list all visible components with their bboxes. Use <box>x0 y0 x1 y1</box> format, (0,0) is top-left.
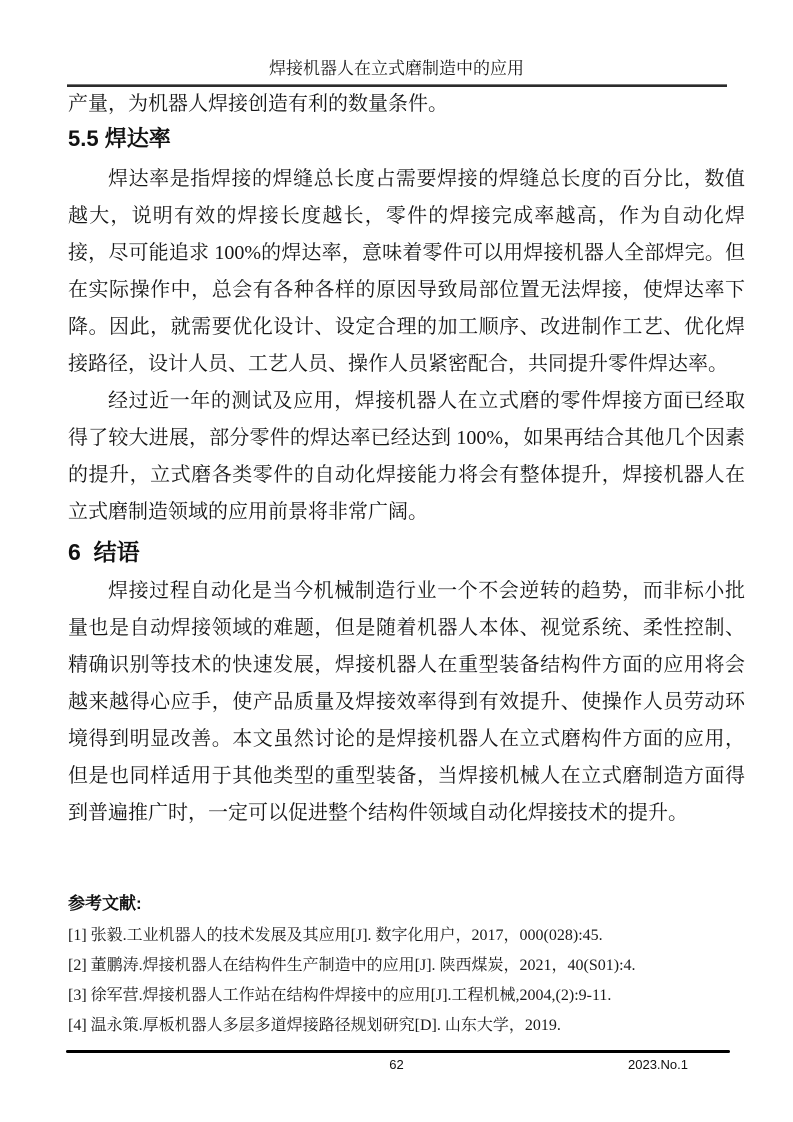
paragraph-conclusion: 焊接过程自动化是当今机械制造行业一个不会逆转的趋势，而非标小批量也是自动焊接领域的难题，但是随着机器人本体、视觉系统、柔性控制、精确识别等技术的快速发展，焊接机器人在重型装备结构件方面的应用将会越来越得心应手，使产品质量及焊接效率得到有效提升、使操作人员劳动环境得到明显改善。本文虽然讨论的是焊接机器人在立式磨构件方面的应用，但是也同样适用于其他类型的重型装备，当焊接机械人在立式磨制造方面得到普遍推广时，一定可以促进整个结构件领域自动化焊接技术的提升。 <box>68 580 745 824</box>
running-title: 焊接机器人在立式磨制造中的应用 <box>269 59 524 78</box>
reference-item-1: [1] 张毅.工业机器人的技术发展及其应用[J]. 数字化用户，2017，000(028):45. <box>68 927 603 944</box>
section-heading-5-5: 5.5 焊达率 <box>68 126 171 151</box>
paragraph-continued: 产量，为机器人焊接创造有利的数量条件。 <box>68 93 448 115</box>
page-number: 62 <box>389 1057 404 1072</box>
section-heading-6: 6 结语 <box>68 539 140 565</box>
footer-rule <box>66 1050 730 1053</box>
paragraph-weld-rate-2: 经过近一年的测试及应用，焊接机器人在立式磨的零件焊接方面已经取得了较大进展，部分零件的焊达率已经达到 100%，如果再结合其他几个因素的提升，立式磨各类零件的自动化焊接能力将会有整体提升，焊接机器人在立式磨制造领域的应用前景将非常广阔。 <box>68 390 745 523</box>
issue-label: 2023.No.1 <box>628 1057 688 1072</box>
references-heading: 参考文献: <box>68 894 142 913</box>
page-content <box>68 86 745 832</box>
references-section <box>68 893 745 1041</box>
reference-item-2: [2] 董鹏涛.焊接机器人在结构件生产制造中的应用[J]. 陕西煤炭，2021，40(S01):4. <box>68 957 636 974</box>
reference-item-3: [3] 徐军营.焊接机器人工作站在结构件焊接中的应用[J].工程机械,2004,(2):9-11. <box>68 987 612 1004</box>
paragraph-weld-rate-1: 焊达率是指焊接的焊缝总长度占需要焊接的焊缝总长度的百分比，数值越大，说明有效的焊接长度越长，零件的焊接完成率越高，作为自动化焊接，尽可能追求 100%的焊达率，意味着零件可以用焊接机器人全部焊完。但在实际操作中，总会有各种各样的原因导致局部位置无法焊接，使焊达率下降。因此，就需要优化设计、设定合理的加工顺序、改进制作工艺、优化焊接路径，设计人员、工艺人员、操作人员紧密配合，共同提升零件焊达率。 <box>68 168 745 375</box>
reference-item-4: [4] 温永策.厚板机器人多层多道焊接路径规划研究[D]. 山东大学，2019. <box>68 1017 561 1034</box>
